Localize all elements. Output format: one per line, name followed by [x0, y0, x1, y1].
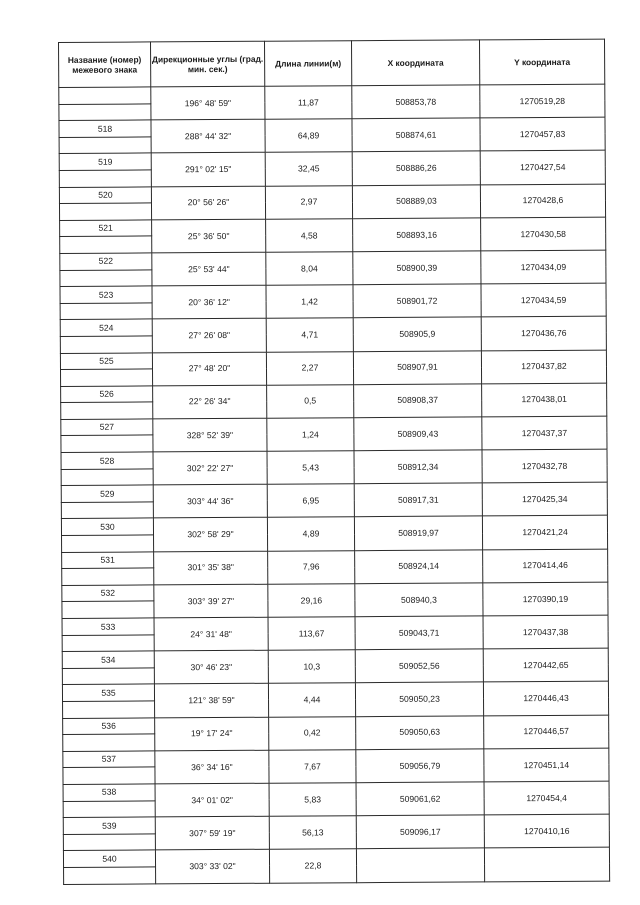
point-name-spacer — [61, 469, 153, 486]
y-coordinate: 1270446,43 — [483, 682, 608, 716]
table-row — [63, 715, 609, 735]
point-name-spacer — [62, 568, 154, 585]
table-row — [59, 84, 605, 104]
direction-angle: 288° 44' 32" — [151, 119, 265, 153]
table-row — [60, 316, 606, 336]
x-coordinate: 509056,79 — [356, 749, 484, 783]
direction-angle: 303° 39' 27" — [154, 584, 268, 618]
y-coordinate: 1270430,58 — [481, 217, 606, 251]
direction-angle: 27° 26' 08" — [152, 319, 266, 353]
direction-angle: 307° 59' 19" — [155, 816, 269, 850]
table-row — [59, 151, 605, 171]
point-name: 534 — [62, 651, 154, 668]
header-angle: Дирекционные углы (град. мин. сек.) — [151, 41, 265, 87]
y-coordinate: 1270437,38 — [483, 615, 608, 649]
y-coordinate: 1270454,4 — [484, 781, 609, 815]
x-coordinate: 509096,17 — [356, 815, 484, 849]
table-row — [63, 847, 609, 867]
line-length: 7,67 — [269, 749, 356, 783]
x-coordinate: 508853,78 — [352, 85, 480, 119]
line-length: 2,27 — [266, 351, 353, 385]
x-coordinate — [356, 848, 484, 882]
table-row — [61, 516, 607, 536]
x-coordinate: 508874,61 — [352, 118, 480, 152]
direction-angle: 34° 01' 02" — [155, 783, 269, 817]
point-name: 520 — [59, 186, 151, 203]
line-length: 4,89 — [267, 517, 354, 551]
y-coordinate: 1270421,24 — [482, 516, 607, 550]
table-row — [63, 781, 609, 801]
x-coordinate: 508919,97 — [354, 516, 482, 550]
line-length: 11,87 — [265, 86, 352, 120]
point-name: 525 — [60, 352, 152, 369]
y-coordinate: 1270410,16 — [484, 814, 609, 848]
x-coordinate: 508905,9 — [353, 317, 481, 351]
point-name-spacer — [63, 767, 155, 784]
table-row — [62, 615, 608, 635]
direction-angle: 27° 48' 20" — [152, 352, 266, 386]
table-row — [62, 582, 608, 602]
direction-angle: 302° 22' 27" — [153, 451, 267, 485]
x-coordinate: 509050,23 — [355, 682, 483, 716]
table-row — [61, 416, 607, 436]
point-name-spacer — [59, 170, 151, 187]
y-coordinate: 1270434,59 — [481, 283, 606, 317]
y-coordinate: 1270442,65 — [483, 648, 608, 682]
point-name-spacer — [63, 701, 155, 718]
line-length: 5,83 — [269, 783, 356, 817]
line-length: 6,95 — [267, 484, 354, 518]
point-name: 526 — [61, 386, 153, 403]
point-name-spacer — [60, 336, 152, 353]
point-name-spacer — [60, 236, 152, 253]
x-coordinate: 509061,62 — [356, 782, 484, 816]
line-length: 113,67 — [268, 617, 355, 651]
line-length: 0,5 — [267, 384, 354, 418]
table-row — [60, 283, 606, 303]
line-length: 4,58 — [266, 218, 353, 252]
point-name-spacer — [60, 269, 152, 286]
table-row — [61, 383, 607, 403]
direction-angle: 303° 33' 02" — [155, 850, 269, 884]
point-name-spacer — [62, 601, 154, 618]
y-coordinate: 1270414,46 — [483, 549, 608, 583]
direction-angle: 291° 02' 15" — [151, 153, 265, 187]
point-name: 529 — [61, 485, 153, 502]
y-coordinate: 1270432,78 — [482, 449, 607, 483]
header-y: Y координата — [479, 39, 604, 85]
line-length: 29,16 — [268, 584, 355, 618]
line-length: 2,97 — [265, 185, 352, 219]
table-row — [62, 682, 608, 702]
line-length: 64,89 — [265, 119, 352, 153]
point-name-spacer — [64, 867, 156, 884]
point-name-spacer — [63, 834, 155, 851]
y-coordinate: 1270457,83 — [480, 117, 605, 151]
y-coordinate: 1270451,14 — [484, 748, 609, 782]
y-coordinate: 1270427,54 — [480, 151, 605, 185]
table-row — [60, 350, 606, 370]
table-row — [59, 184, 605, 204]
point-name — [59, 87, 151, 104]
line-length: 8,04 — [266, 252, 353, 286]
point-name: 540 — [63, 850, 155, 867]
x-coordinate: 508940,3 — [355, 583, 483, 617]
table-row — [61, 482, 607, 502]
point-name-spacer — [62, 635, 154, 652]
line-length: 0,42 — [269, 716, 356, 750]
point-name: 537 — [63, 751, 155, 768]
direction-angle: 36° 34' 16" — [155, 750, 269, 784]
direction-angle: 303° 44' 36" — [153, 484, 267, 518]
direction-angle: 25° 53' 44" — [152, 252, 266, 286]
y-coordinate: 1270446,57 — [484, 715, 609, 749]
direction-angle: 22° 26' 34" — [153, 385, 267, 419]
direction-angle: 24° 31' 48" — [154, 617, 268, 651]
point-name-spacer — [63, 734, 155, 751]
direction-angle: 25° 36' 50" — [152, 219, 266, 253]
table-row — [63, 748, 609, 768]
direction-angle: 20° 36' 12" — [152, 285, 266, 319]
point-name: 522 — [60, 253, 152, 270]
point-name-spacer — [61, 435, 153, 452]
direction-angle: 121° 38' 59" — [154, 684, 268, 718]
point-name-spacer — [59, 137, 151, 154]
x-coordinate: 508889,03 — [352, 184, 480, 218]
direction-angle: 302° 58' 29" — [153, 518, 267, 552]
direction-angle: 30° 46' 23" — [154, 650, 268, 684]
x-coordinate: 508907,91 — [353, 350, 481, 384]
point-name: 527 — [61, 419, 153, 436]
y-coordinate: 1270428,6 — [480, 184, 605, 218]
header-name: Название (номер) межевого знака — [59, 42, 151, 88]
point-name: 533 — [62, 618, 154, 635]
header-length: Длина линии(м) — [264, 41, 351, 87]
line-length: 5,43 — [267, 451, 354, 485]
x-coordinate: 508900,39 — [353, 251, 481, 285]
point-name: 532 — [62, 585, 154, 602]
point-name-spacer — [61, 402, 153, 419]
x-coordinate: 509050,63 — [356, 715, 484, 749]
table-row — [61, 449, 607, 469]
table-row — [63, 814, 609, 834]
table-row — [60, 217, 606, 237]
line-length: 10,3 — [268, 650, 355, 684]
point-name-spacer — [61, 502, 153, 519]
point-name: 535 — [62, 684, 154, 701]
line-length: 7,96 — [268, 550, 355, 584]
y-coordinate: 1270425,34 — [482, 482, 607, 516]
point-name-spacer — [60, 303, 152, 320]
y-coordinate: 1270434,09 — [481, 250, 606, 284]
y-coordinate: 1270519,28 — [480, 84, 605, 118]
table-row — [60, 250, 606, 270]
line-length: 1,24 — [267, 418, 354, 452]
x-coordinate: 509052,56 — [355, 649, 483, 683]
table-body — [59, 84, 610, 884]
table-row — [59, 117, 605, 137]
point-name: 531 — [62, 552, 154, 569]
point-name: 530 — [61, 518, 153, 535]
x-coordinate: 508908,37 — [354, 384, 482, 418]
y-coordinate — [484, 847, 609, 881]
header-row — [59, 39, 605, 87]
point-name-spacer — [62, 668, 154, 685]
line-length: 1,42 — [266, 285, 353, 319]
point-name: 539 — [63, 817, 155, 834]
x-coordinate: 508917,31 — [354, 483, 482, 517]
direction-angle: 20° 56' 26" — [151, 186, 265, 220]
line-length: 32,45 — [265, 152, 352, 186]
line-length: 22,8 — [269, 849, 356, 883]
direction-angle: 19° 17' 24" — [155, 717, 269, 751]
header-x: X координата — [351, 40, 479, 86]
x-coordinate: 508893,16 — [353, 218, 481, 252]
y-coordinate: 1270437,82 — [481, 350, 606, 384]
point-name: 538 — [63, 784, 155, 801]
x-coordinate: 508886,26 — [352, 151, 480, 185]
point-name-spacer — [63, 800, 155, 817]
point-name: 524 — [60, 319, 152, 336]
direction-angle: 328° 52' 39" — [153, 418, 267, 452]
point-name: 528 — [61, 452, 153, 469]
point-name-spacer — [62, 535, 154, 552]
x-coordinate: 508924,14 — [355, 550, 483, 584]
line-length: 4,71 — [266, 318, 353, 352]
boundary-coordinates-table — [58, 39, 610, 885]
y-coordinate: 1270390,19 — [483, 582, 608, 616]
point-name: 521 — [60, 220, 152, 237]
x-coordinate: 508901,72 — [353, 284, 481, 318]
y-coordinate: 1270437,37 — [482, 416, 607, 450]
x-coordinate: 508909,43 — [354, 417, 482, 451]
point-name-spacer — [59, 203, 151, 220]
y-coordinate: 1270436,76 — [481, 316, 606, 350]
point-name-spacer — [59, 104, 151, 121]
point-name: 536 — [63, 717, 155, 734]
point-name: 518 — [59, 120, 151, 137]
line-length: 4,44 — [268, 683, 355, 717]
line-length: 56,13 — [269, 816, 356, 850]
table-row — [62, 549, 608, 569]
point-name: 519 — [59, 153, 151, 170]
y-coordinate: 1270438,01 — [482, 383, 607, 417]
x-coordinate: 508912,34 — [354, 450, 482, 484]
direction-angle: 196° 48' 59" — [151, 86, 265, 120]
point-name: 523 — [60, 286, 152, 303]
point-name-spacer — [61, 369, 153, 386]
table-row — [62, 648, 608, 668]
x-coordinate: 509043,71 — [355, 616, 483, 650]
direction-angle: 301° 35' 38" — [154, 551, 268, 585]
